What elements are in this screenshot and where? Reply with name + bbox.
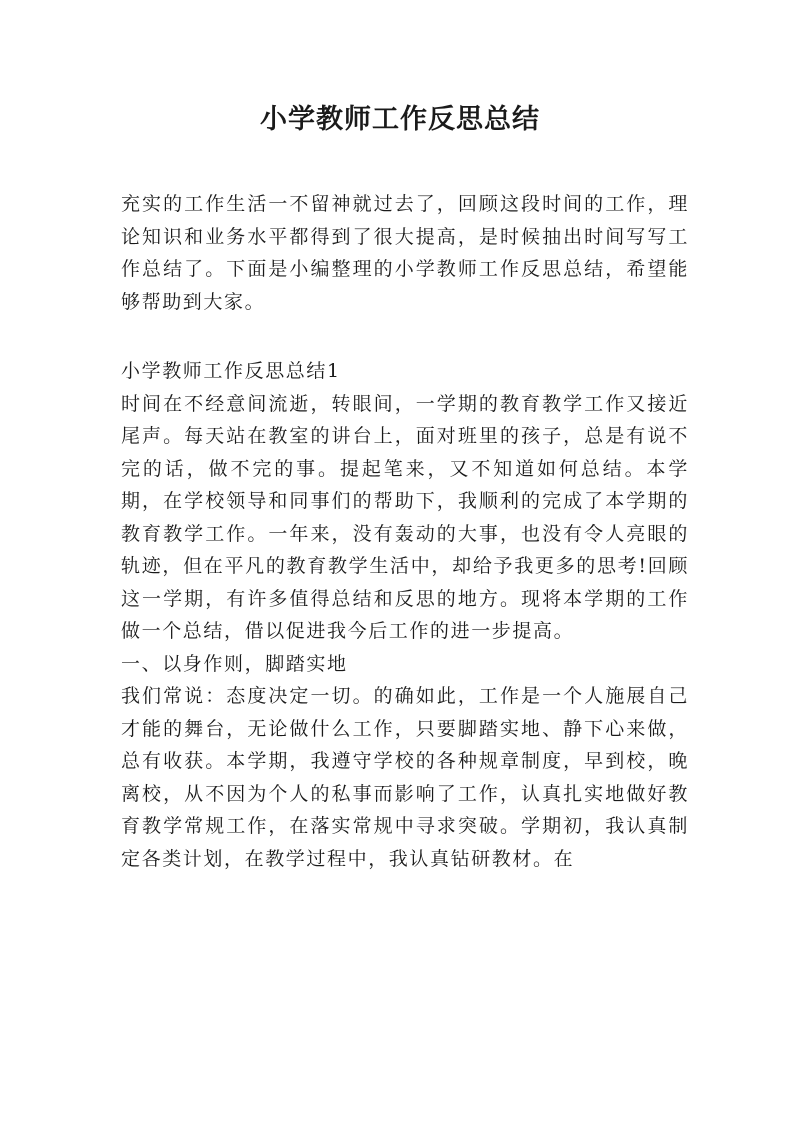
section-heading: 小学教师工作反思总结1 [121, 360, 341, 382]
intro-paragraph: 充实的工作生活一不留神就过去了，回顾这段时间的工作，理论知识和业务水平都得到了很大提高，是时候抽出时间写写工作总结了。下面是小编整理的小学教师工作反思总结，希望能够帮助到大家。 [121, 193, 689, 313]
document-body [121, 188, 689, 875]
document-title: 小学教师工作反思总结 [260, 104, 540, 135]
subsection-heading: 一、以身作则，脚踏实地 [121, 652, 348, 675]
subsection-paragraph: 我们常说：态度决定一切。的确如此，工作是一个人施展自己才能的舞台，无论做什么工作，只要脚踏实地、静下心来做，总有收获。本学期，我遵守学校的各种规章制度，早到校，晚离校，从不因为个人的私事而影响了工作，认真扎实地做好教育教学常规工作，在落实常规中寻求突破。学期初，我认真制定各类计划，在教学过程中，我认真钻研教材。在 [121, 685, 689, 870]
section-paragraph: 时间在不经意间流逝，转眼间，一学期的教育教学工作又接近尾声。每天站在教室的讲台上，面对班里的孩子，总是有说不完的话，做不完的事。提起笔来，又不知道如何总结。本学期，在学校领导和同事们的帮助下，我顺利的完成了本学期的教育教学工作。一年来，没有轰动的大事，也没有令人亮眼的轨迹，但在平凡的教育教学生活中，却给予我更多的思考!回顾这一学期，有许多值得总结和反思的地方。现将本学期的工作做一个总结，借以促进我今后工作的进一步提高。 [121, 392, 689, 642]
